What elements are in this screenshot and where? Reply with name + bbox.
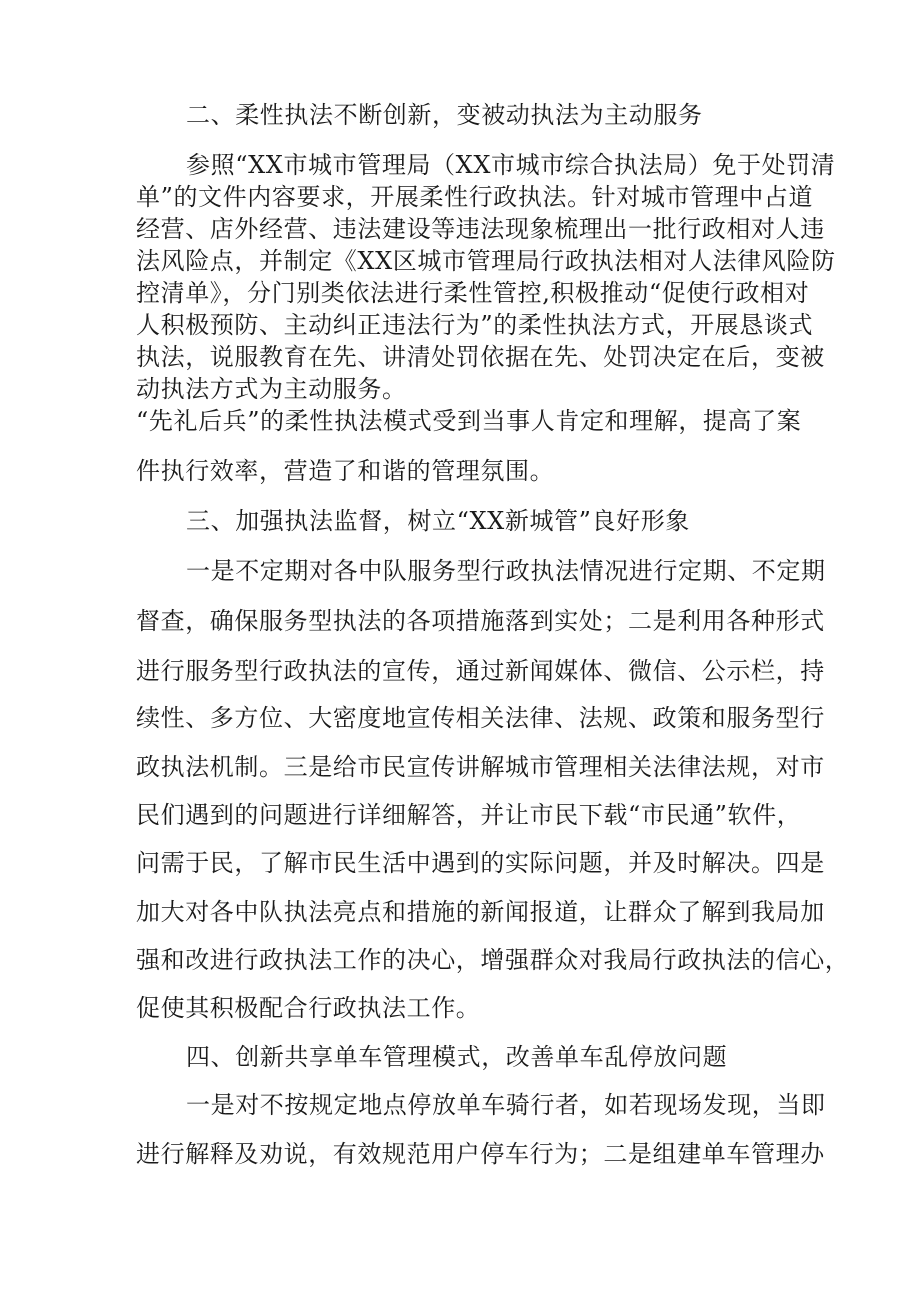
paragraph-line: 促使其积极配合行政执法工作。 bbox=[136, 994, 481, 1022]
paragraph-line: 控清单》，分门别类依法进行柔性管控,积极推动“促使行政相对 bbox=[136, 279, 810, 307]
paragraph-line: 一是对不按规定地点停放单车骑行者，如若现场发现，当即 bbox=[186, 1091, 826, 1119]
paragraph-line: 督查，确保服务型执法的各项措施落到实处；二是利用各种形式 bbox=[136, 607, 825, 635]
paragraph-line: “先礼后兵”的柔性执法模式受到当事人肯定和理解，提高了案 bbox=[136, 407, 802, 435]
paragraph-line: 人积极预防、主动纠正违法行为”的柔性执法方式，开展恳谈式 bbox=[136, 311, 814, 339]
paragraph-line: 件执行效率，营造了和谐的管理氛围。 bbox=[136, 457, 555, 485]
paragraph-line: 经营、店外经营、违法建设等违法现象梳理出一批行政相对人违 bbox=[136, 215, 825, 243]
paragraph-line: 政执法机制。三是给市民宣传讲解城市管理相关法律法规，对市 bbox=[136, 753, 825, 781]
paragraph-line: 问需于民，了解市民生活中遇到的实际问题，并及时解决。四是 bbox=[136, 849, 825, 877]
paragraph-line: 参照“XX市城市管理局（XX市城市综合执法局）免于处罚清 bbox=[186, 151, 836, 179]
paragraph-line: 强和改进行政执法工作的决心，增强群众对我局行政执法的信心， bbox=[136, 946, 850, 974]
paragraph-line: 续性、多方位、大密度地宣传相关法律、法规、政策和服务型行 bbox=[136, 704, 825, 732]
section-heading: 二、柔性执法不断创新，变被动执法为主动服务 bbox=[186, 101, 703, 129]
paragraph-line: 动执法方式为主动服务。 bbox=[136, 375, 407, 403]
paragraph-line: 执法，说服教育在先、讲清处罚依据在先、处罚决定在后，变被 bbox=[136, 343, 825, 371]
paragraph-line: 一是不定期对各中队服务型行政执法情况进行定期、不定期 bbox=[186, 557, 826, 585]
paragraph-line: 民们遇到的问题进行详细解答，并让市民下载“市民通”软件， bbox=[136, 801, 802, 829]
paragraph-line: 加大对各中队执法亮点和措施的新闻报道，让群众了解到我局加 bbox=[136, 898, 825, 926]
paragraph-line: 法风险点，并制定《XX区城市管理局行政执法相对人法律风险防 bbox=[136, 247, 836, 275]
section-heading: 三、加强执法监督，树立“XX新城管”良好形象 bbox=[186, 507, 690, 535]
paragraph-line: 进行解释及劝说，有效规范用户停车行为；二是组建单车管理办 bbox=[136, 1140, 825, 1168]
section-heading: 四、创新共享单车管理模式，改善单车乱停放问题 bbox=[186, 1043, 728, 1071]
paragraph-line: 进行服务型行政执法的宣传，通过新闻媒体、微信、公示栏，持 bbox=[136, 657, 825, 685]
paragraph-line: 单”的文件内容要求，开展柔性行政执法。针对城市管理中占道 bbox=[136, 183, 814, 211]
